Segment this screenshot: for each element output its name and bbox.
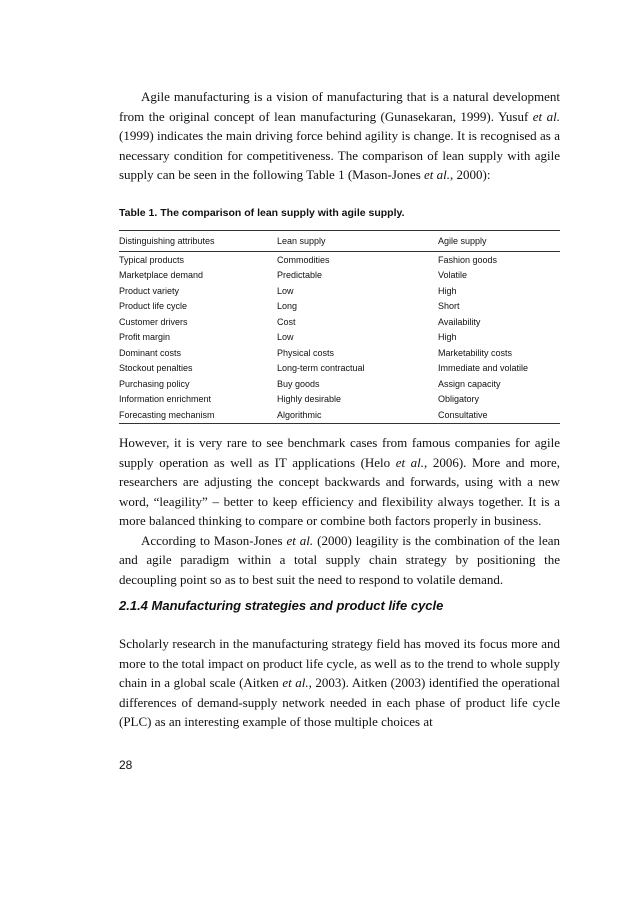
cell-agile: Volatile (438, 270, 468, 281)
cell-agile: Obligatory (438, 394, 480, 405)
header-lean-supply: Lean supply (277, 236, 326, 246)
table-row (119, 252, 560, 268)
table-row (119, 314, 560, 330)
cell-agile: High (438, 332, 457, 343)
paragraph-scholarly-research: Scholarly research in the manufacturing strategy field has moved its focus more and more to the total impact on product life cycle, as well as to the trend to whole supply chain in a global scale (Aitken et al., 2003). Aitken (2003) identified the operational differences of demand-supply network needed in each phase of product life cycle (PLC) as an interesting example of those multiple choices at (119, 636, 560, 729)
cell-lean: Highly desirable (277, 394, 342, 405)
cell-lean: Long (277, 301, 298, 312)
cell-agile: Short (438, 301, 460, 312)
cell-lean: Buy goods (277, 378, 320, 389)
cell-lean: Algorithmic (277, 409, 322, 420)
cell-lean: Commodities (277, 254, 330, 265)
page-number: 28 (119, 758, 133, 772)
cell-attribute: Stockout penalties (119, 363, 193, 374)
cell-lean: Predictable (277, 270, 323, 281)
cell-attribute: Profit margin (119, 332, 171, 343)
cell-attribute: Purchasing policy (119, 378, 190, 389)
cell-agile: Availability (438, 316, 481, 327)
cell-lean: Low (277, 285, 294, 296)
cell-attribute: Product life cycle (119, 301, 188, 312)
table-header-row (119, 231, 560, 252)
cell-attribute: Dominant costs (119, 347, 182, 358)
table-row (119, 407, 560, 423)
cell-attribute: Customer drivers (119, 316, 188, 327)
section-heading: 2.1.4 Manufacturing strategies and product life cycle (119, 598, 444, 613)
cell-lean: Long-term contractual (277, 363, 365, 374)
cell-agile: Marketability costs (438, 347, 513, 358)
table-row (119, 361, 560, 377)
cell-attribute: Marketplace demand (119, 270, 204, 281)
cell-agile: Immediate and volatile (438, 363, 529, 374)
cell-lean: Cost (277, 316, 296, 327)
cell-attribute: Product variety (119, 285, 180, 296)
table-row (119, 299, 560, 315)
header-attributes: Distinguishing attributes (119, 236, 215, 246)
table-row (119, 268, 560, 284)
paragraph-leagility: However, it is very rare to see benchmark cases from famous companies for agile supply operation as well as IT applications (Helo et al., 2006). More and more, researchers are adjusting the concept backwards and forwards, using with a new word, “leagility” – better to keep efficiency and flexibility always together. It is a more balanced thinking to compare or combine both factors properly in business. (119, 435, 561, 528)
leagility-section-text (119, 433, 560, 589)
table-row (119, 376, 560, 392)
cell-attribute: Typical products (119, 254, 185, 265)
table-caption: Table 1. The comparison of lean supply with agile supply. (119, 207, 405, 219)
cell-attribute: Information enrichment (119, 394, 212, 405)
cell-lean: Physical costs (277, 347, 335, 358)
cell-agile: High (438, 285, 457, 296)
comparison-table (119, 230, 560, 424)
table-row (119, 345, 560, 361)
table-row (119, 392, 560, 408)
cell-attribute: Forecasting mechanism (119, 409, 215, 420)
paragraph-agile-manufacturing: Agile manufacturing is a vision of manufacturing that is a natural development from the original concept of lean manufacturing (Gunasekaran, 1999). Yusuf et al. (1999) indicates the main driving force behind agility is change. It is recognised as a necessary condition for competitiveness. The comparison of lean supply with agile supply can be seen in the following Table 1 (Mason-Jones et al., 2000): (119, 89, 560, 182)
cell-agile: Assign capacity (438, 378, 501, 389)
table-row (119, 330, 560, 346)
paragraph-mason-jones: According to Mason-Jones et al. (2000) leagility is the combination of the lean and agile paradigm within a total supply chain strategy by positioning the decoupling point so as to best suit the need to respond to volatile demand. (119, 532, 560, 587)
cell-agile: Consultative (438, 409, 488, 420)
table-row (119, 283, 560, 299)
cell-lean: Low (277, 332, 294, 343)
cell-agile: Fashion goods (438, 254, 498, 265)
header-agile-supply: Agile supply (438, 236, 487, 246)
